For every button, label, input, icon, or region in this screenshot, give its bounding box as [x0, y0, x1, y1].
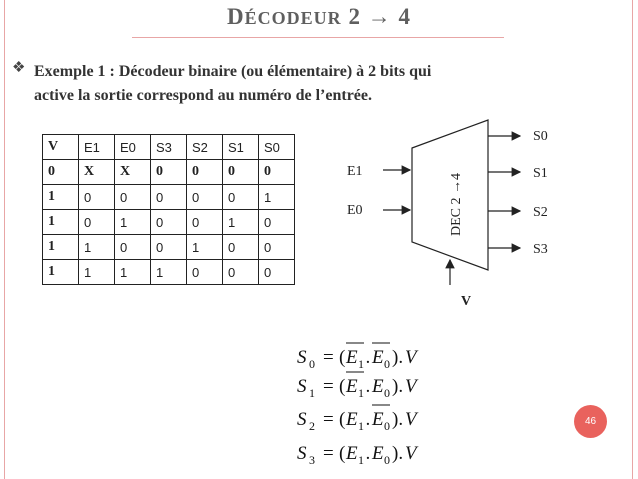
output-s0: S0: [533, 129, 548, 144]
svg-text:1: 1: [309, 386, 315, 400]
svg-text:1: 1: [358, 386, 364, 400]
svg-text:).: ).: [392, 347, 404, 368]
svg-text:0: 0: [384, 357, 390, 371]
table-row: 1 0 1 0 0 1 0: [43, 210, 295, 235]
table-row: 1 0 0 0 0 0 1: [43, 185, 295, 210]
svg-text:(: (: [339, 376, 346, 397]
svg-text:(: (: [339, 409, 346, 430]
svg-text:).: ).: [392, 376, 404, 397]
table-header-row: V E1 E0 S3 S2 S1 S0: [43, 135, 295, 160]
svg-text:1: 1: [358, 419, 364, 433]
svg-text:E: E: [372, 409, 384, 430]
svg-text:1: 1: [358, 453, 364, 467]
svg-text:.: .: [366, 376, 371, 397]
svg-text:0: 0: [309, 357, 315, 371]
svg-text:S: S: [297, 409, 307, 430]
svg-text:0: 0: [384, 386, 390, 400]
svg-text:E: E: [372, 443, 384, 464]
svg-text:=: =: [323, 347, 334, 368]
svg-text:S: S: [297, 443, 307, 464]
equations: [297, 343, 419, 467]
diamond-bullet-icon: ❖: [12, 60, 26, 76]
svg-text:=: =: [323, 409, 334, 430]
arrow-icon: →: [367, 4, 392, 29]
svg-text:S: S: [297, 376, 307, 397]
input-e1: E1: [347, 164, 363, 179]
output-s2: S2: [533, 205, 548, 220]
input-e0: E0: [347, 203, 363, 218]
output-s3: S3: [533, 242, 548, 257]
svg-text:3: 3: [309, 453, 315, 467]
slide-title: DÉCODEUR 2 → 4: [227, 4, 411, 29]
svg-text:V: V: [405, 347, 417, 368]
table-row: 0 X X 0 0 0 0: [43, 160, 295, 185]
svg-text:E: E: [346, 376, 358, 397]
output-s1: S1: [533, 166, 548, 181]
intro-line-2: active la sortie correspond au numéro de l’entrée.: [34, 87, 373, 104]
svg-text:.: .: [366, 443, 371, 464]
table-row: 1 1 0 0 1 0 0: [43, 235, 295, 260]
svg-text:.: .: [366, 347, 371, 368]
svg-text:(: (: [339, 443, 346, 464]
svg-text:=: =: [323, 376, 334, 397]
svg-text:).: ).: [392, 443, 404, 464]
svg-text:.: .: [366, 409, 371, 430]
svg-text:E: E: [346, 409, 358, 430]
svg-text:2: 2: [309, 419, 315, 433]
svg-text:1: 1: [358, 357, 364, 371]
svg-text:E: E: [372, 347, 384, 368]
svg-text:0: 0: [384, 419, 390, 433]
intro-line-1: Exemple 1 : Décodeur binaire (ou élémentaire) à 2 bits qui: [34, 63, 432, 80]
svg-text:E: E: [346, 443, 358, 464]
svg-text:0: 0: [384, 453, 390, 467]
svg-text:V: V: [405, 443, 417, 464]
svg-text:E: E: [346, 347, 358, 368]
svg-text:V: V: [405, 376, 417, 397]
svg-text:V: V: [405, 409, 417, 430]
block-label: DEC 2 →4: [449, 173, 464, 236]
svg-text:S: S: [297, 347, 307, 368]
svg-text:(: (: [339, 347, 346, 368]
svg-text:).: ).: [392, 409, 404, 430]
svg-text:=: =: [323, 443, 334, 464]
table-row: 1 1 1 1 0 0 0: [43, 260, 295, 285]
svg-text:E: E: [372, 376, 384, 397]
page-number: 46: [584, 416, 597, 427]
enable-v: V: [461, 294, 472, 309]
